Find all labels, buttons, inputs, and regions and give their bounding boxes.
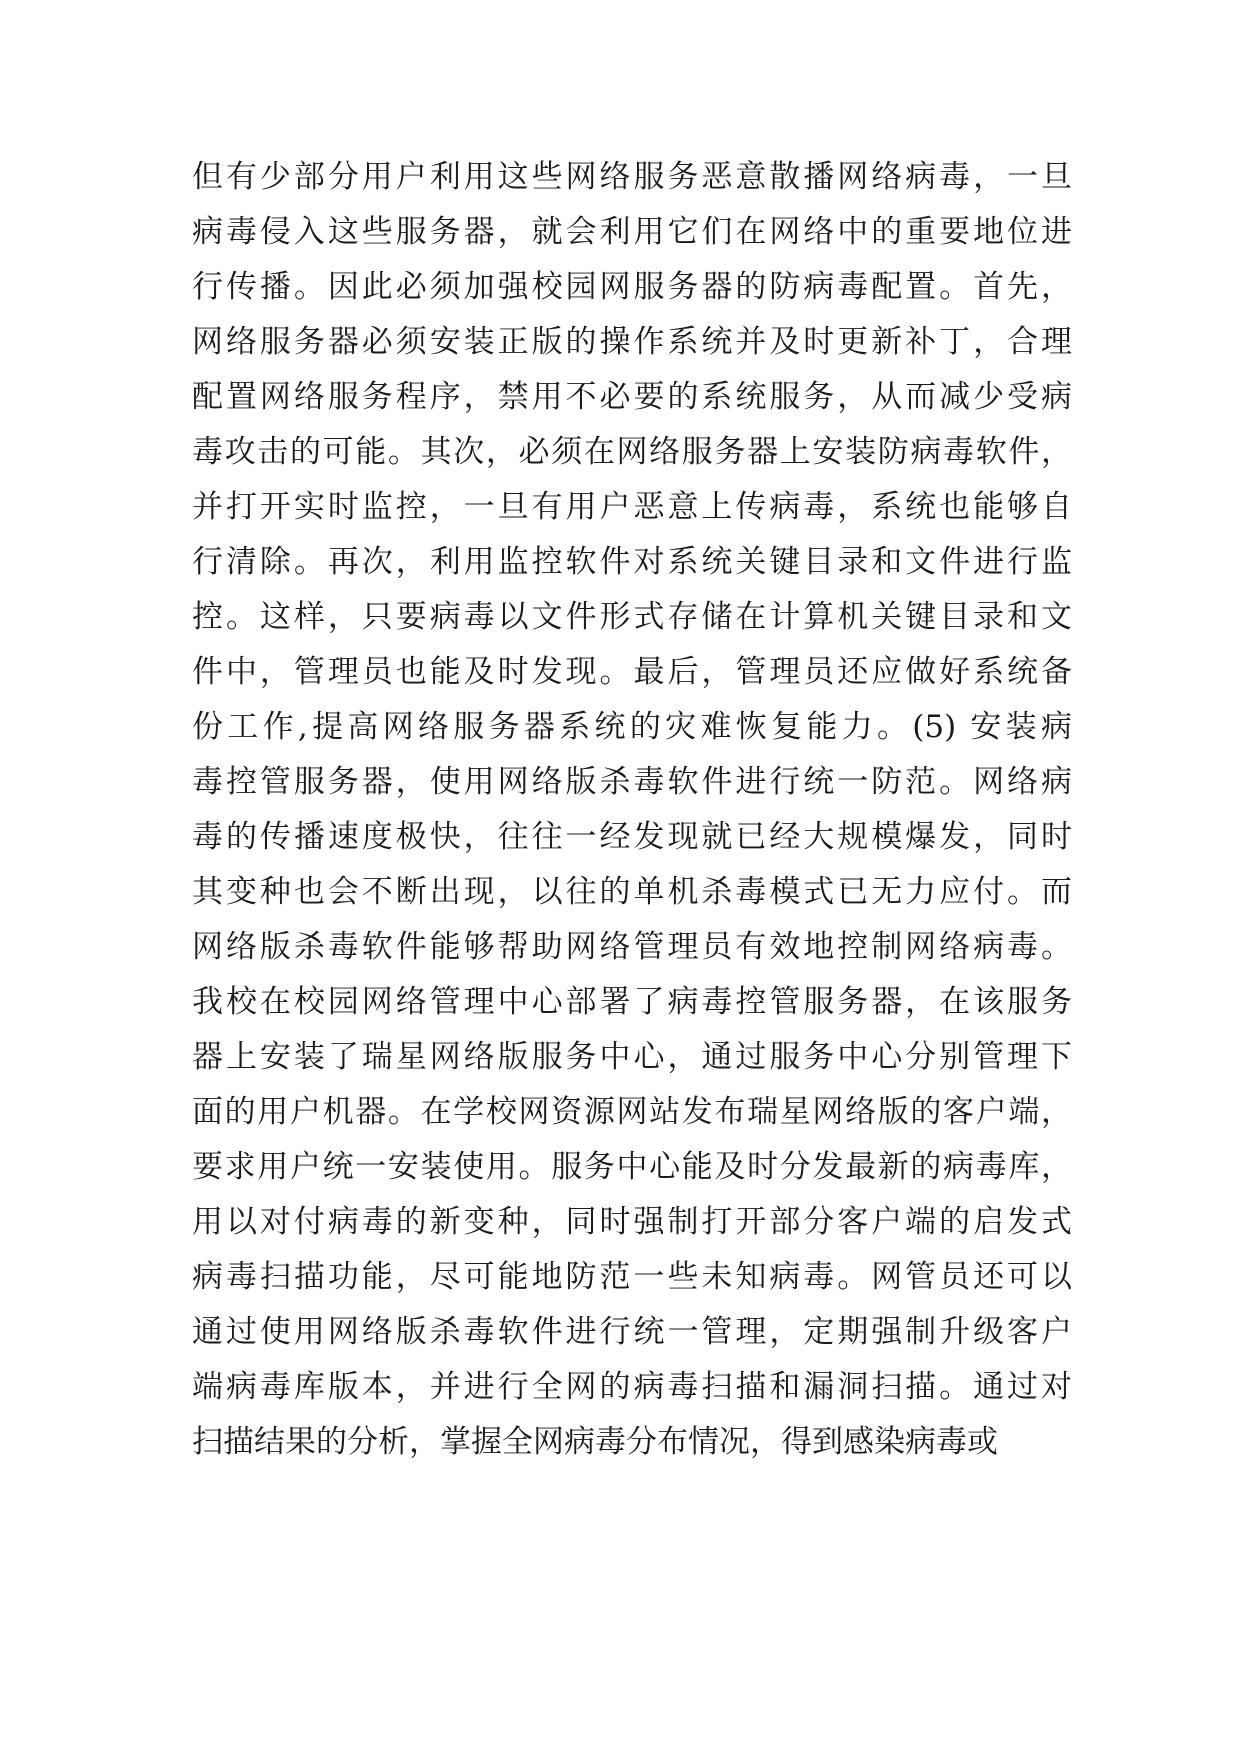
text-line: 份工作,提高网络服务器系统的灾难恢复能力。(5) 安装病 (192, 709, 1072, 745)
text-line: 端病毒库版本，并进行全网的病毒扫描和漏洞扫描。通过对 (192, 1369, 1072, 1405)
text-line: 但有少部分用户利用这些网络服务恶意散播网络病毒，一旦 (192, 159, 1072, 195)
text-line: 行清除。再次，利用监控软件对系统关键目录和文件进行监 (192, 544, 1072, 580)
text-line: 通过使用网络版杀毒软件进行统一管理，定期强制升级客户 (192, 1314, 1072, 1350)
text-line: 用以对付病毒的新变种，同时强制打开部分客户端的启发式 (192, 1204, 1072, 1240)
text-line: 毒控管服务器，使用网络版杀毒软件进行统一防范。网络病 (192, 764, 1072, 800)
text-line: 器上安装了瑞星网络版服务中心，通过服务中心分别管理下 (192, 1039, 1072, 1075)
text-line: 毒的传播速度极快，往往一经发现就已经大规模爆发，同时 (192, 819, 1072, 855)
text-line: 毒攻击的可能。其次，必须在网络服务器上安装防病毒软件， (192, 434, 1072, 470)
body-text (192, 150, 1072, 1470)
text-line: 我校在校园网络管理中心部署了病毒控管服务器，在该服务 (192, 984, 1072, 1020)
text-line: 扫描结果的分析，掌握全网病毒分布情况，得到感染病毒或 (192, 1424, 998, 1460)
text-line: 配置网络服务程序，禁用不必要的系统服务，从而减少受病 (192, 379, 1072, 415)
text-line: 病毒扫描功能，尽可能地防范一些未知病毒。网管员还可以 (192, 1259, 1072, 1295)
text-line: 件中，管理员也能及时发现。最后，管理员还应做好系统备 (192, 654, 1072, 690)
text-line: 网络服务器必须安装正版的操作系统并及时更新补丁，合理 (192, 324, 1072, 360)
text-line: 其变种也会不断出现，以往的单机杀毒模式已无力应付。而 (192, 874, 1072, 910)
text-line: 行传播。因此必须加强校园网服务器的防病毒配置。首先， (192, 269, 1072, 305)
text-line: 要求用户统一安装使用。服务中心能及时分发最新的病毒库， (192, 1149, 1072, 1185)
text-line: 并打开实时监控，一旦有用户恶意上传病毒，系统也能够自 (192, 489, 1072, 525)
text-line: 网络版杀毒软件能够帮助网络管理员有效地控制网络病毒。 (192, 929, 1072, 965)
text-line: 控。这样，只要病毒以文件形式存储在计算机关键目录和文 (192, 599, 1072, 635)
text-line: 面的用户机器。在学校网资源网站发布瑞星网络版的客户端， (192, 1094, 1072, 1130)
text-line: 病毒侵入这些服务器，就会利用它们在网络中的重要地位进 (192, 214, 1072, 250)
